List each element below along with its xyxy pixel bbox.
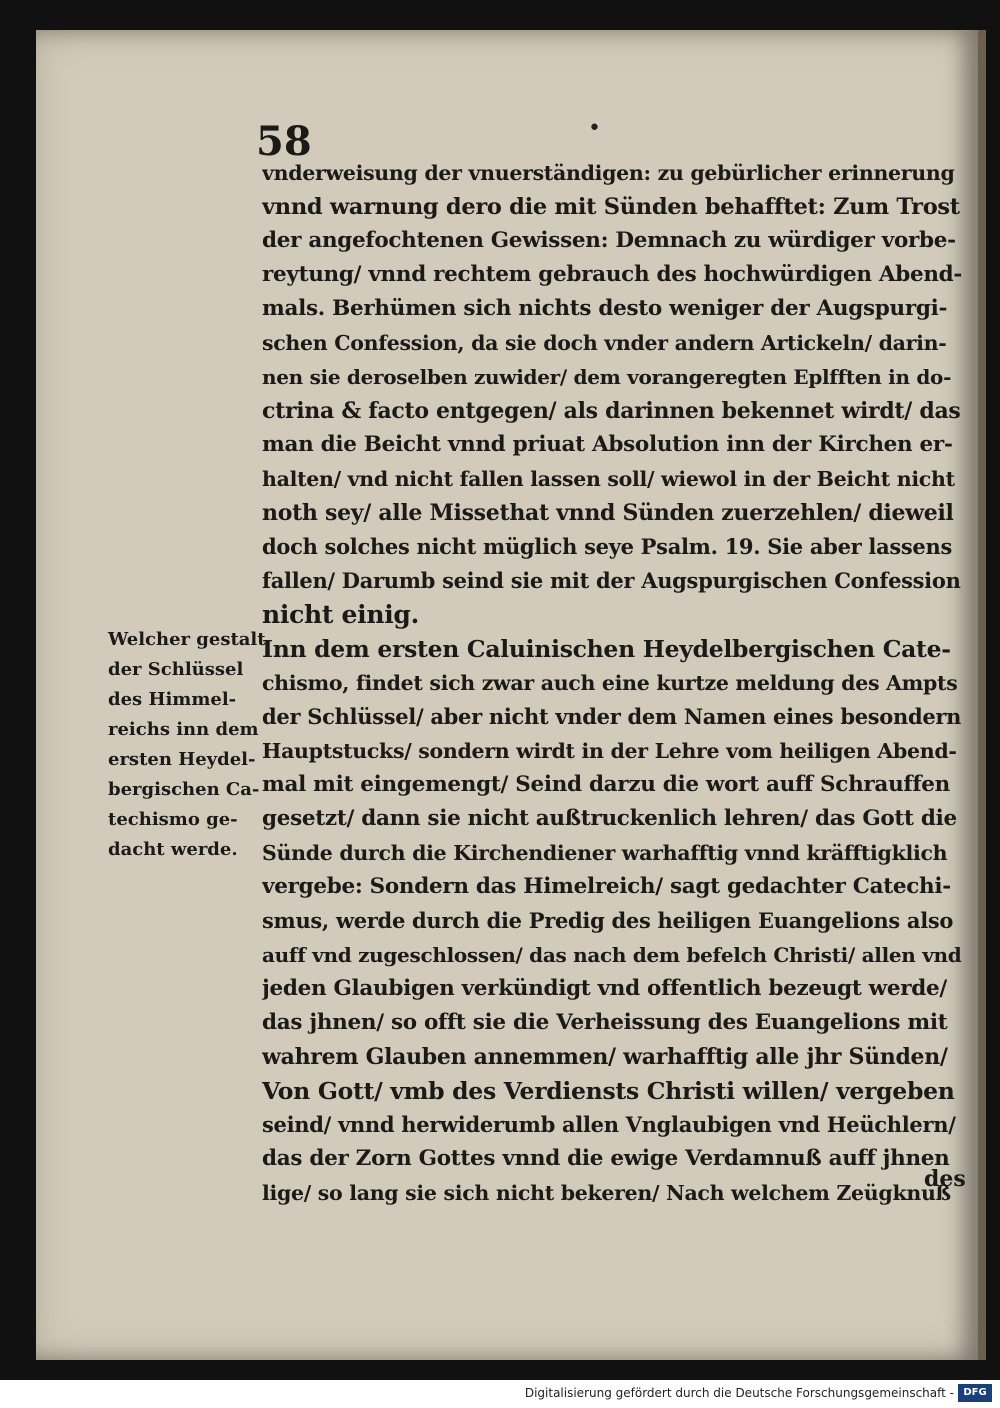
text-line: smus, werde durch die Predig des heiligen Euangelions also — [262, 908, 954, 933]
printer-mark: • — [588, 116, 601, 141]
text-line: reytung/ vnnd rechtem gebrauch des hochwürdigen Abend- — [262, 262, 962, 287]
text-line: das der Zorn Gottes vnnd die ewige Verdamnuß auff jhnen — [262, 1146, 950, 1171]
text-line: mals. Berhümen sich nichts desto weniger der Augspurgi- — [262, 296, 948, 321]
text-line: gesetzt/ dann sie nicht außtruckenlich lehren/ das Gott die — [262, 806, 957, 831]
margin-note-line: ersten Heydel- — [108, 749, 256, 770]
text-line: Von Gott/ vmb des Verdiensts Christi willen/ vergeben — [262, 1077, 955, 1105]
text-line: das jhnen/ so offt sie die Verheissung des Euangelions mit — [262, 1010, 948, 1035]
margin-note-line: Welcher gestalt — [108, 629, 266, 650]
text-line: nen sie deroselben zuwider/ dem vorangeregten Eplfften in do- — [262, 365, 952, 389]
footer-credit: Digitalisierung gefördert durch die Deutsche Forschungsgemeinschaft - — [524, 1386, 954, 1400]
margin-note-line: reichs inn dem — [108, 719, 259, 740]
footer-bar — [0, 1380, 1000, 1408]
text-line: ctrina & facto entgegen/ als darinnen bekennet wirdt/ das — [262, 398, 961, 424]
text-line: noth sey/ alle Missethat vnnd Sünden zuerzehlen/ dieweil — [262, 500, 954, 526]
text-line: lige/ so lang sie sich nicht bekeren/ Nach welchem Zeügknuß — [262, 1181, 951, 1205]
text-line: doch solches nicht müglich seye Psalm. 19. Sie aber lassens — [262, 534, 952, 559]
dfg-logo: DFG — [958, 1384, 992, 1402]
text-line: seind/ vnnd herwiderumb allen Vnglaubigen vnd Heüchlern/ — [262, 1112, 956, 1137]
text-line: jeden Glaubigen verkündigt vnd offentlich bezeugt werde/ — [262, 976, 947, 1001]
margin-note — [108, 625, 266, 865]
margin-note-line: techismo ge- — [108, 809, 238, 830]
margin-note-line: dacht werde. — [108, 839, 238, 860]
page-number: 58 — [256, 118, 312, 165]
margin-note-line: der Schlüssel — [108, 659, 244, 680]
text-line: schen Confession, da sie doch vnder andern Artickeln/ darin- — [262, 331, 947, 355]
text-line: vnderweisung der vnuerständigen: zu gebürlicher erinnerung — [262, 161, 955, 185]
margin-note-line: des Himmel- — [108, 689, 237, 710]
text-line: halten/ vnd nicht fallen lassen soll/ wiewol in der Beicht nicht — [262, 467, 955, 491]
text-line: vergebe: Sondern das Himelreich/ sagt gedachter Catechi- — [262, 874, 951, 899]
body-text — [262, 156, 962, 1210]
margin-note-line: bergischen Ca- — [108, 779, 260, 800]
text-line: Sünde durch die Kirchendiener warhafftig vnnd kräfftigklich — [262, 841, 948, 865]
text-line: chismo, findet sich zwar auch eine kurtze meldung des Ampts — [262, 671, 958, 695]
text-line: Hauptstucks/ sondern wirdt in der Lehre vom heiligen Abend- — [262, 739, 957, 763]
text-line: Inn dem ersten Caluinischen Heydelbergischen Cate- — [262, 635, 951, 663]
catchword: des — [924, 1166, 966, 1192]
text-line: der Schlüssel/ aber nicht vnder dem Namen eines besondern — [262, 704, 962, 729]
text-line: nicht einig. — [262, 600, 419, 629]
text-line: der angefochtenen Gewissen: Demnach zu würdiger vorbe- — [262, 228, 956, 253]
text-line: auff vnd zugeschlossen/ das nach dem befelch Christi/ allen vnd — [262, 943, 962, 967]
text-line: mal mit eingemengt/ Seind darzu die wort auff Schrauffen — [262, 772, 951, 797]
text-line: fallen/ Darumb seind sie mit der Augspurgischen Confession — [262, 568, 961, 593]
text-line: man die Beicht vnnd priuat Absolution inn der Kirchen er- — [262, 432, 953, 457]
text-line: vnnd warnung dero die mit Sünden behafftet: Zum Trost — [262, 194, 960, 220]
text-line: wahrem Glauben annemmen/ warhafftig alle jhr Sünden/ — [262, 1044, 948, 1070]
